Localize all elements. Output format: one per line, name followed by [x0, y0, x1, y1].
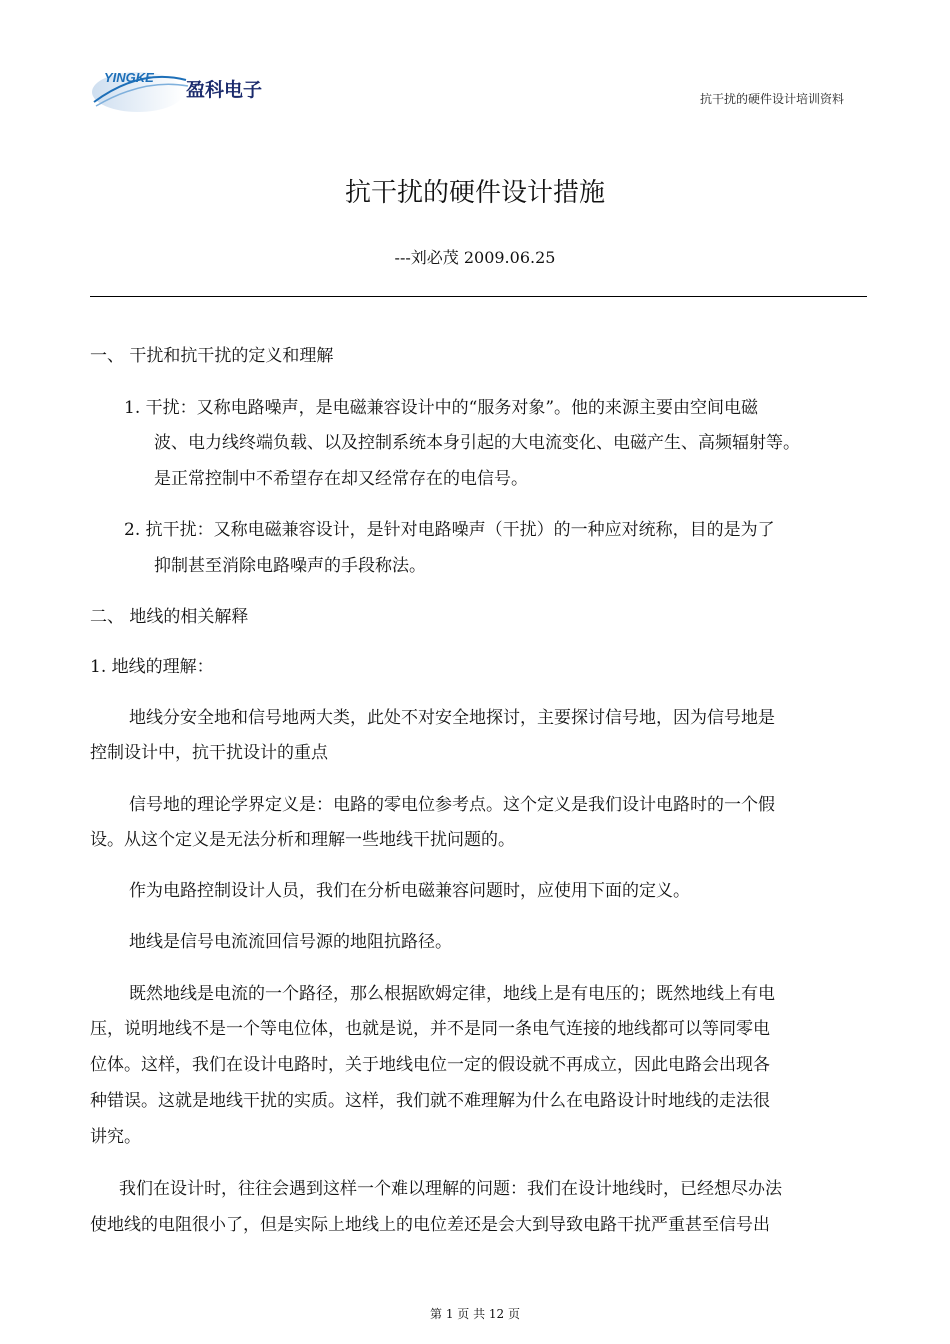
- paragraph-line: 作为电路控制设计人员，我们在分析电磁兼容问题时，应使用下面的定义。: [129, 881, 690, 901]
- paragraph-line: 地线是信号电流流回信号源的地阻抗路径。: [129, 932, 452, 952]
- list-item-text: 2. 抗干扰：又称电磁兼容设计，是针对电路噪声（干扰）的一种应对统称，目的是为了: [124, 520, 775, 540]
- paragraph-line: 既然地线是电流的一个路径，那么根据欧姆定律，地线上是有电压的；既然地线上有电: [129, 984, 775, 1004]
- paragraph-line: 讲究。: [90, 1127, 141, 1147]
- page-title: 抗干扰的硬件设计措施: [344, 178, 605, 208]
- author-date: ---刘必茂 2009.06.25: [394, 248, 556, 267]
- list-item-text: 波、电力线终端负载、以及控制系统本身引起的大电流变化、电磁产生、高频辐射等。: [154, 433, 800, 453]
- section-heading: 一、 干扰和抗干扰的定义和理解: [90, 346, 334, 366]
- list-item-text: 1. 干扰：又称电路噪声，是电磁兼容设计中的“服务对象”。他的来源主要由空间电磁: [124, 398, 759, 418]
- paragraph-line: 位体。这样，我们在设计电路时，关于地线电位一定的假设就不再成立，因此电路会出现各: [90, 1055, 770, 1075]
- paragraph-line: 信号地的理论学界定义是：电路的零电位参考点。这个定义是我们设计电路时的一个假: [129, 795, 775, 815]
- paragraph-line: 地线分安全地和信号地两大类，此处不对安全地探讨，主要探讨信号地，因为信号地是: [129, 708, 775, 728]
- header-note: 抗干扰的硬件设计培训资料: [700, 92, 845, 106]
- paragraph-line: 控制设计中，抗干扰设计的重点: [90, 743, 328, 763]
- logo-text-cn: 盈科电子: [186, 79, 263, 101]
- paragraph-line: 我们在设计时，往往会遇到这样一个难以理解的问题：我们在设计地线时，已经想尽办法: [119, 1179, 782, 1199]
- company-logo: [90, 62, 278, 114]
- page-footer: 第 1 页 共 12 页: [430, 1307, 520, 1321]
- paragraph-line: 设。从这个定义是无法分析和理解一些地线干扰问题的。: [90, 830, 515, 850]
- paragraph-line: 使地线的电阻很小了，但是实际上地线上的电位差还是会大到导致电路干扰严重甚至信号出: [90, 1215, 770, 1235]
- divider: [90, 296, 867, 297]
- logo-text-en: YINGKE: [104, 70, 154, 85]
- paragraph-line: 压，说明地线不是一个等电位体，也就是说，并不是同一条电气连接的地线都可以等同零电: [90, 1019, 770, 1039]
- subsection-heading: 1. 地线的理解：: [90, 657, 214, 677]
- list-item-text: 抑制甚至消除电路噪声的手段称法。: [154, 556, 426, 576]
- list-item-text: 是正常控制中不希望存在却又经常存在的电信号。: [154, 469, 528, 489]
- paragraph-line: 种错误。这就是地线干扰的实质。这样，我们就不难理解为什么在电路设计时地线的走法很: [90, 1091, 770, 1111]
- section-heading: 二、 地线的相关解释: [90, 607, 249, 627]
